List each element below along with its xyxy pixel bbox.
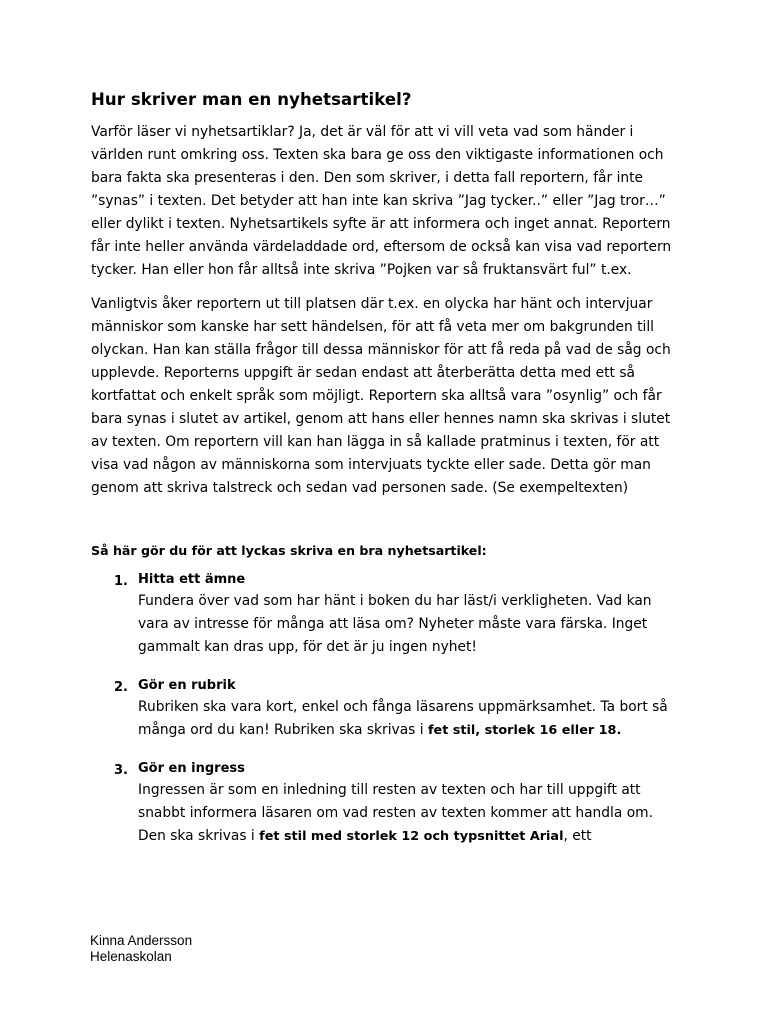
steps-heading: Så här gör du för att lyckas skriva en bra nyhetsartikel: bbox=[91, 543, 487, 558]
steps-list bbox=[91, 570, 681, 848]
step-body-text: Rubriken ska vara kort, enkel och fånga läsarens uppmärksamhet. Ta bort så många ord du kan! Rubriken ska skrivas i bbox=[138, 699, 668, 738]
footer-school: Helenaskolan bbox=[90, 948, 172, 964]
step-number: 2. bbox=[114, 680, 128, 695]
reporter-paragraph: Vanligtvis åker reportern ut till platsen där t.ex. en olycka har hänt och intervjuar människor som kanske har sett händelsen, för att få veta mer om bakgrunden till olyckan. Han kan ställa frågor till dessa människor för att få reda på vad de såg och upplevde. Reporterns uppgift är sedan endast att återberätta detta med ett så kortfattat och enkelt språk som möjligt. Reportern ska alltså vara ”osynlig” och får bara synas i slutet av artikel, genom att hans eller hennes namn ska skrivas i slutet av texten. Om reportern vill kan han lägga in så kallade pratminus i texten, för att visa vad någon av människorna som intervjuats tyckte eller sade. Detta gör man genom att skriva talstreck och sedan vad personen sade. (Se exempeltexten) bbox=[91, 296, 671, 496]
step-number: 1. bbox=[114, 574, 128, 589]
step-body bbox=[138, 779, 681, 848]
step-body-tail: , ett bbox=[563, 828, 592, 844]
step-body-text: Fundera över vad som har hänt i boken du har läst/i verkligheten. Vad kan vara av intresse för många att läsa om? Nyheter måste vara färska. Inget gammalt kan dras upp, för det är ju ingen nyhet! bbox=[138, 593, 652, 655]
step-item-headline bbox=[91, 676, 681, 742]
step-body-bold: fet stil med storlek 12 och typsnittet Arial bbox=[259, 829, 564, 844]
footer-author: Kinna Andersson bbox=[90, 933, 193, 948]
document-title: Hur skriver man en nyhetsartikel? bbox=[91, 90, 412, 109]
document-page bbox=[91, 90, 681, 865]
intro-paragraph: Varför läser vi nyhetsartiklar? Ja, det är väl för att vi vill veta vad som händer i världen runt omkring oss. Texten ska bara ge oss den viktigaste informationen och bara fakta ska presenteras i den. Den som skriver, i detta fall reportern, får inte ”synas” i texten. Det betyder att han inte kan skriva ”Jag tycker..” eller ”Jag tror…” eller dylikt i texten. Nyhetsartikels syfte är att informera och inget annat. Reportern får inte heller använda värdeladdade ord, eftersom de också kan visa vad reportern tycker. Han eller hon får alltså inte skriva ”Pojken var så fruktansvärt ful” t.ex. bbox=[91, 124, 672, 278]
step-number: 3. bbox=[114, 763, 128, 778]
page-footer bbox=[90, 933, 192, 964]
step-item-lead bbox=[91, 759, 681, 848]
step-body-bold: fet stil, storlek 16 eller 18. bbox=[427, 723, 622, 738]
step-body bbox=[138, 696, 681, 742]
step-body bbox=[138, 590, 681, 659]
step-title: Hitta ett ämne bbox=[138, 572, 246, 587]
step-title: Gör en ingress bbox=[138, 761, 245, 776]
step-item-topic bbox=[91, 570, 681, 659]
step-title: Gör en rubrik bbox=[138, 678, 236, 693]
step-body-text: Ingressen är som en inledning till resten av texten och har till uppgift att snabbt informera läsaren om vad resten av texten kommer att handla om. Den ska skrivas i bbox=[138, 782, 653, 844]
